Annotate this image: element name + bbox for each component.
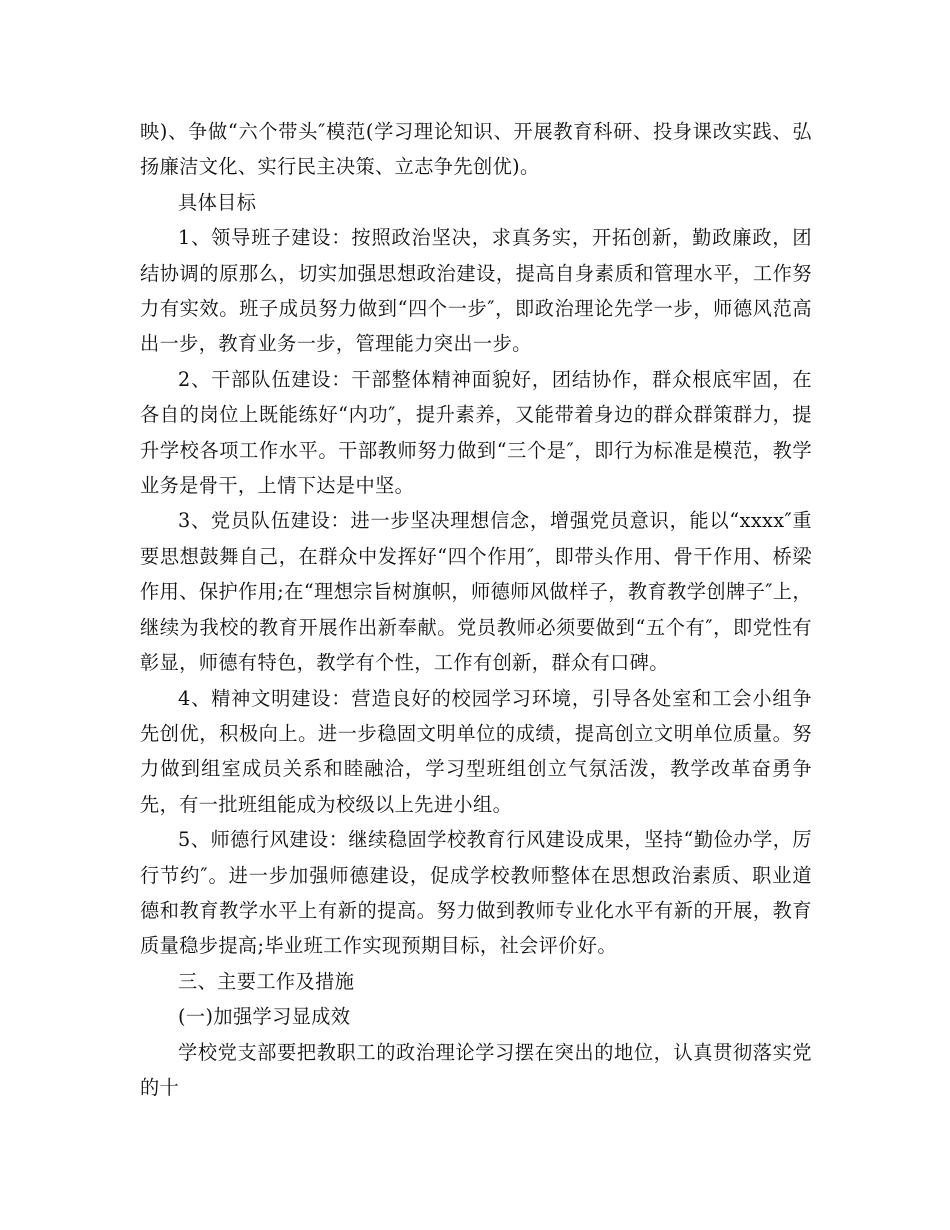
paragraph-teacher-ethics: 5、师德行风建设：继续稳固学校教育行风建设成果，坚持“勤俭办学，厉行节约″。进一步加强师德建设，促成学校教师整体在思想政治素质、职业道德和教育教学水平上有新的提高。努力做到教师专业化水平有新的开展，教育质量稳步提高;毕业班工作实现预期目标，社会评价好。 — [140, 828, 812, 958]
paragraph-spiritual-civilization: 4、精神文明建设：营造良好的校园学习环境，引导各处室和工会小组争先创优，积极向上。进一步稳固文明单位的成绩，提高创立文明单位质量。努力做到组室成员关系和睦融洽，学习型班组创立气氛活泼，教学改革奋勇争先，有一批班组能成为校级以上先进小组。 — [140, 686, 812, 816]
paragraph-cadre-team: 2、干部队伍建设：干部整体精神面貌好，团结协作，群众根底牢固，在各自的岗位上既能练好“内功″，提升素养，又能带着身边的群众群策群力，提升学校各项工作水平。干部教师努力做到“三个是″，即行为标准是模范，教学业务是骨干，上情下达是中坚。 — [140, 367, 812, 498]
document-page — [140, 114, 812, 1105]
paragraph-party-members: 3、党员队伍建设：进一步坚决理想信念，增强党员意识，能以“xxxx″重要思想鼓舞自己，在群众中发挥好“四个作用″，即带头作用、骨干作用、桥梁作用、保护作用;在“理想宗旨树旗帜，师德师风做样子，教育教学创牌子″上，继续为我校的教育开展作出新奉献。党员教师必须要做到“五个有″，即党性有彰显，师德有特色，教学有个性，工作有创新，群众有口碑。 — [140, 509, 812, 675]
heading-main-work: 三、主要工作及措施 — [178, 969, 355, 993]
paragraph-continuation: 映)、争做“六个带头″模范(学习理论知识、开展教育科研、投身课改实践、弘扬廉洁文化、实行民主决策、立志争先创优)。 — [140, 120, 812, 179]
subheading-strengthen-learning: (一)加强学习显成效 — [178, 1005, 351, 1029]
paragraph-party-branch-study: 学校党支部要把教职工的政治理论学习摆在突出的地位，认真贯彻落实党的十 — [140, 1040, 812, 1099]
paragraph-leadership-team: 1、领导班子建设：按照政治坚决，求真务实，开拓创新，勤政廉政，团结协调的原那么，切实加强思想政治建设，提高自身素质和管理水平，工作努力有实效。班子成员努力做到“四个一步″，即政治理论先学一步，师德风范高出一步，教育业务一步，管理能力突出一步。 — [140, 226, 812, 356]
heading-specific-goals: 具体目标 — [178, 190, 257, 214]
